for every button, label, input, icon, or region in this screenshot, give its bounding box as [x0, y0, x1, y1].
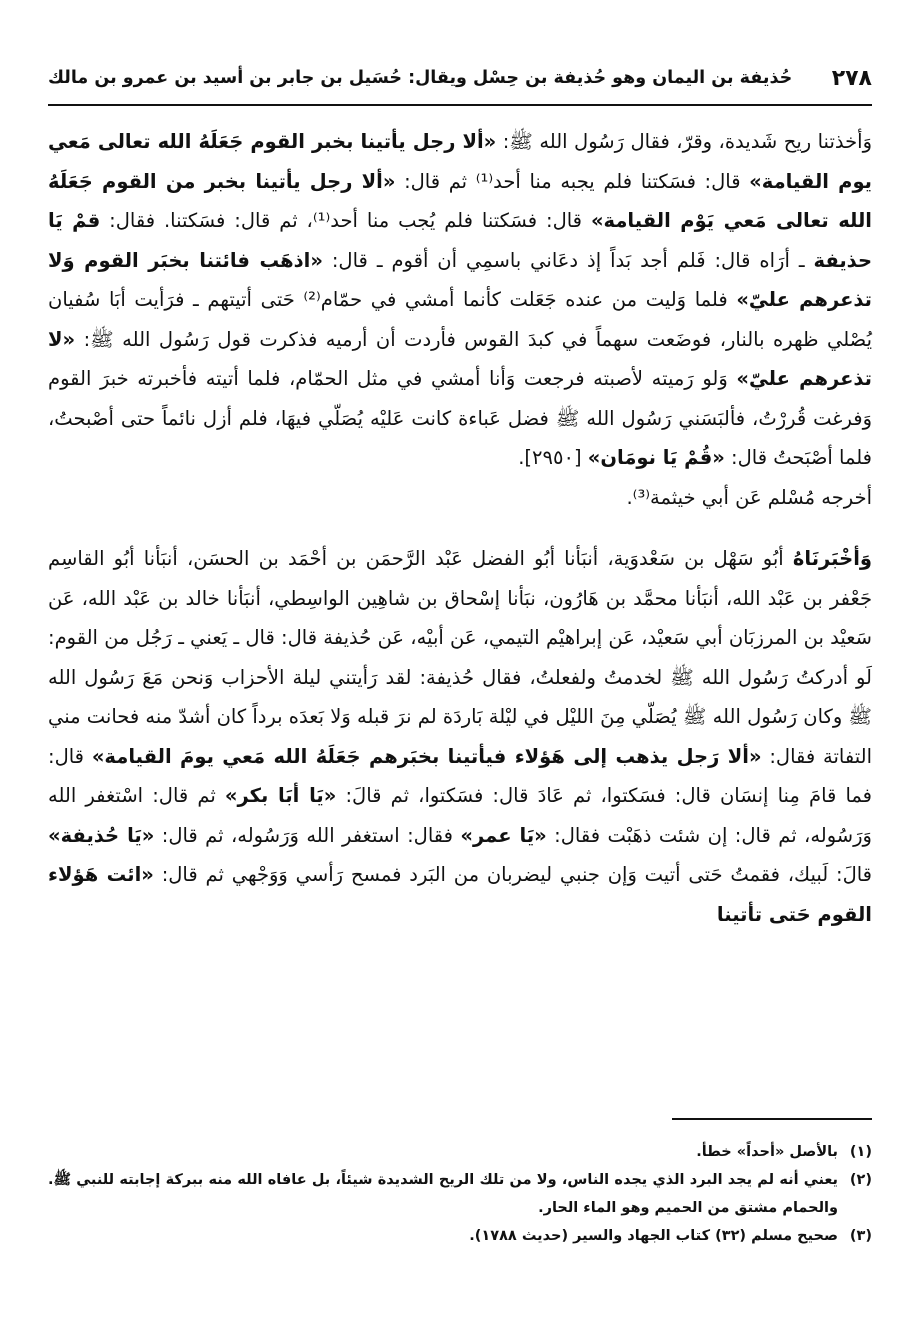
text-run: فقال: استغفر الله وَرَسُوله، ثم قال: [154, 823, 461, 847]
text-run: ـ أرَاه قال: فَلم أجد بَداً إذ دعَاني باسمِي أن أقوم ـ قال: [322, 248, 814, 272]
quote-bold: «ائت هَؤلاء القوم حَتى تأتينا [48, 863, 872, 926]
footnote-number: (١) [849, 1144, 872, 1160]
lead-word-bold: وَأخْبَرنَاهُ [792, 547, 872, 570]
page-number: ٢٧٨ [831, 65, 872, 91]
footnote-item [48, 1138, 872, 1166]
footnote-item [48, 1166, 872, 1222]
text-run: ثم قال: اسْتغفر الله وَرَسُوله، ثم قال: إن شئت ذهَبْت فقال: [48, 784, 872, 847]
running-head: حُذيفة بن اليمان وهو حُذيفة بن حِسْل ويقال: حُسَيل بن جابر بن أسيد بن عمرو بن مالك [48, 68, 793, 88]
text-run: وَلو رَميته لأصبته فرجعت وَأنا أمشي في مثل الحمّام، فلما أتيته فأخبرته خبرَ القوم وَفرغت قُررْتُ، فألبَسَني رَسُول الله ﷺ فضل عَباءة كانت عَليْه يُصَلّي فيهَا، فلم أزل نائماً حتى أصْبحتُ، فلما أصْبَحتُ قال: [48, 367, 872, 469]
text-run: قالَ: لَبيك، فقمتُ حَتى أتيت وَإن جنبي ليضربان من البَرد فمسح رَأسي وَوَجْهي ثم قال: [153, 863, 872, 886]
text-run: فلما وَليت من عنده جَعَلت كأنما أمشي في حمّام⁽²⁾ حَتى أتيتهم ـ فرَأيت أبَا سُفيان يُصْلي ظهره بالنار، فوضَعت سهماً في كبدَ القوس فأردت أن أرميه فذكرت قول رَسُول الله ﷺ: [48, 288, 872, 351]
footnote-item [48, 1222, 872, 1250]
quote-bold: «قُمْ يَا نومَان» [587, 446, 725, 469]
quote-bold: «ألا رجل يأتينا بخبر القوم جَعَلَهُ الله تعالى مَعي يوم القيامة» [48, 130, 873, 193]
footnotes [48, 1138, 872, 1250]
text-run: قال: فسَكتنا فلم يجبه منا أحد⁽¹⁾ ثم قال: [395, 169, 750, 193]
footnote-rule [672, 1118, 872, 1120]
page-header [48, 58, 872, 98]
quote-bold: «اذهَب فائتنا بخبَر القوم وَلا تذعرهم عليّ» [48, 248, 872, 311]
quote-bold: «ألا رجل يأتينا بخبر من القوم جَعَلَهُ الله تعالى مَعي يَوْم القيامة» [48, 169, 872, 232]
paragraph-takhrij: أخرجه مُسْلم عَن أبي خيثمة⁽³⁾. [626, 485, 872, 509]
quote-bold: «لا تذعرهم عليّ» [48, 327, 873, 390]
quote-bold: «يَا حُذيفة» [48, 823, 155, 847]
quote-bold: «يَا عمر» [460, 823, 547, 847]
header-rule [48, 104, 872, 106]
footnote-text: صحيح مسلم (٣٢) كتاب الجهاد والسير (حديث ١٧٨٨). [469, 1228, 838, 1244]
text-run: وَأخذتنا ريح شَديدة، وقرّ، فقال رَسُول الله ﷺ: [496, 130, 872, 153]
quote-bold: «ألا رَجل يذهب إلى هَؤلاء فيأتينا بخبَرهم جَعَلَهُ الله مَعي يومَ القيامة» [91, 744, 762, 768]
main-text [48, 122, 872, 934]
paragraph-spacer [48, 517, 872, 539]
footnote-number: (٣) [849, 1228, 872, 1244]
footnote-text: يعني أنه لم يجد البرد الذي يجده الناس، ولا من تلك الريح الشديدة شيئاً، بل عافاه الله منه ببركة إجابته للنبي ﷺ. والحمام مشتق من الحميم وهو الماء الحار. [48, 1172, 838, 1216]
text-run: أبُو سَهْل بن سَعْدوَية، أنبَأنا أبُو الفضل عَبْد الرَّحمَن بن أحْمَد بن الحسَن، أنبَأنا أبُو القاسِم جَعْفر بن عَبْد الله، أنبَأنا محمَّد بن هَارُون، نبَأنا إسْحاق بن شاهِين الواسِطي، أنبَأنا خالد بن عَبْد الله، عَن سَعيْد بن المرزبَان أبي سَعيْد، عَن إبراهيْم التيمي، عَن أبيْه، عَن حُذيفة قال: قال ـ يَعني ـ رَجُل من القوم: لَو أدركتُ رَسُول الله ﷺ لخدمتُ ولفعلتُ، فقال حُذيفة: لقد رَأيتني ليلة الأحزاب وَنحن مَعَ رَسُول الله ﷺ وكان رَسُول الله ﷺ يُصَلّي مِنَ الليْل في ليْلة بَاردَة لم نرَ قبله وَلا بَعدَه برداً كان أشدّ منه فحانت مني التفاتة فقال: [48, 547, 872, 768]
footnote-text: بالأصل «أحداً» خطأ. [696, 1144, 838, 1160]
quote-bold: قمْ يَا حذيفة [48, 209, 872, 272]
text-run: [٢٩٥٠]. [518, 446, 588, 469]
footnote-number: (٢) [849, 1172, 872, 1188]
paragraph-isnad [48, 539, 872, 934]
paragraph-hadith [48, 122, 872, 478]
text-run: قال: فما قامَ مِنا إنسَان قال: فسَكتوا، ثم عَادَ قال: فسَكتوا، ثم قالَ: [48, 744, 872, 807]
quote-bold: «يَا أبَا بكر» [224, 784, 337, 807]
text-run: قال: فسَكتنا فلم يُجب منا أحد⁽¹⁾، ثم قال: فسَكتنا. فقال: [100, 209, 591, 232]
